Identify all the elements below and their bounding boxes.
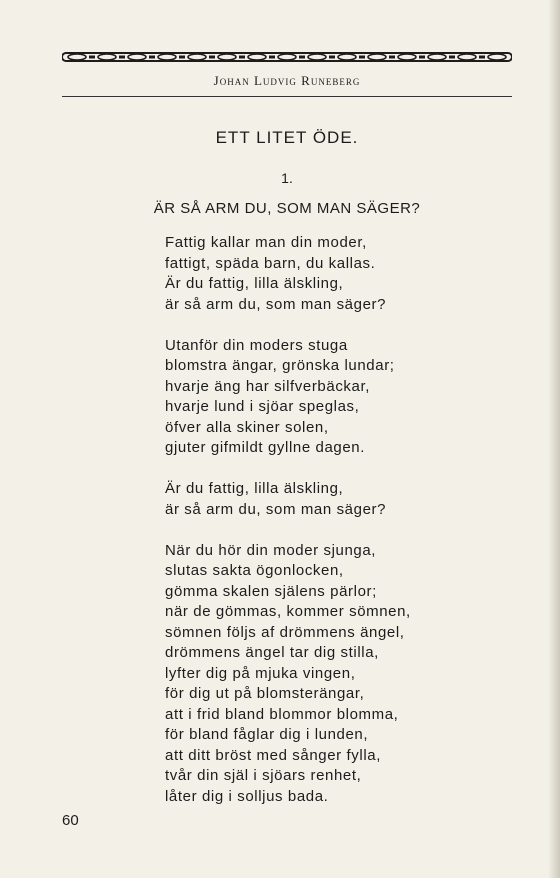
verse-line: låter dig i solljus bada. bbox=[165, 787, 329, 805]
section-title: ÄR SÅ ARM DU, SOM MAN SÄGER? bbox=[153, 200, 421, 217]
verse-line: tvår din själ i sjöars renhet, bbox=[165, 767, 362, 784]
verse-line: Utanför din moders stuga bbox=[165, 336, 348, 354]
verse-line: fattigt, späda barn, du kallas. bbox=[165, 254, 376, 272]
poem-title: ETT LITET ÖDE. bbox=[215, 128, 359, 147]
stanza bbox=[165, 541, 411, 808]
verse-line: lyfter dig på mjuka vingen, bbox=[165, 664, 356, 682]
verse-line: Är du fattig, lilla älskling, bbox=[165, 275, 344, 292]
verse-line: gjuter gifmildt gyllne dagen. bbox=[165, 439, 366, 456]
stanza bbox=[165, 479, 411, 520]
header-ornament bbox=[62, 50, 512, 64]
stanza bbox=[165, 233, 411, 315]
verse-line: slutas sakta ögonlocken, bbox=[165, 562, 344, 579]
verse-line: för dig ut på blomsterängar, bbox=[165, 685, 365, 702]
running-head bbox=[62, 73, 512, 89]
verse-line: Fattig kallar man din moder, bbox=[165, 234, 367, 251]
page-edge-shadow bbox=[548, 0, 560, 878]
stanza-break bbox=[165, 520, 411, 541]
header-rule bbox=[62, 96, 512, 97]
verse-line: hvarje äng har silfverbäckar, bbox=[165, 377, 370, 395]
running-head-author: Johan Ludvig Runeberg bbox=[213, 73, 361, 88]
verse-line: att ditt bröst med sånger fylla, bbox=[165, 746, 381, 764]
verse-line: När du hör din moder sjunga, bbox=[165, 541, 377, 559]
verse-line: när de gömmas, kommer sömnen, bbox=[165, 603, 411, 620]
stanza-break bbox=[165, 315, 411, 336]
verse-line: öfver alla skiner solen, bbox=[165, 418, 329, 436]
verse-line: hvarje lund i sjöar speglas, bbox=[165, 398, 360, 415]
verse-line: Är du fattig, lilla älskling, bbox=[165, 480, 344, 497]
verse-line: sömnen följs af drömmens ängel, bbox=[165, 623, 405, 641]
verse-line: blomstra ängar, grönska lundar; bbox=[165, 357, 395, 374]
section-number: 1. bbox=[281, 170, 293, 186]
poem-body bbox=[165, 233, 411, 807]
verse-line: drömmens ängel tar dig stilla, bbox=[165, 644, 379, 661]
verse-line: gömma skalen själens pärlor; bbox=[165, 582, 377, 600]
page-number: 60 bbox=[62, 812, 79, 829]
verse-line: för bland fåglar dig i lunden, bbox=[165, 726, 369, 743]
stanza bbox=[165, 336, 411, 459]
verse-line: är så arm du, som man säger? bbox=[165, 500, 387, 518]
verse-line: är så arm du, som man säger? bbox=[165, 295, 387, 313]
verse-line: att i frid bland blommor blomma, bbox=[165, 705, 399, 723]
stanza-break bbox=[165, 459, 411, 480]
